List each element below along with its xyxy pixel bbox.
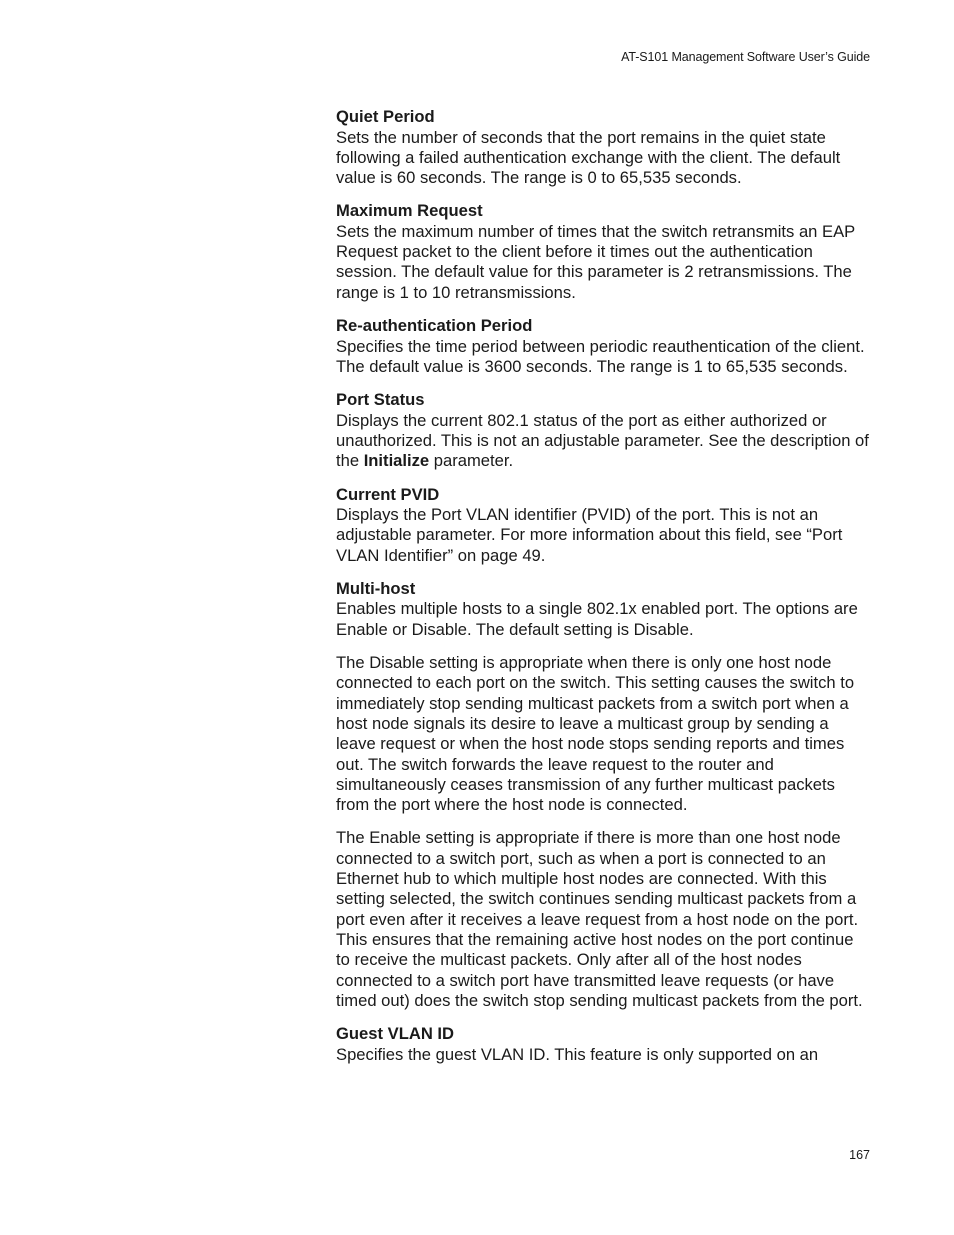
section-body: Sets the number of seconds that the port remains in the quiet state following a failed authentication exchange with the client. The default value is 60 seconds. The range is 0 to 65,535 seconds. [336, 127, 841, 188]
running-header: AT-S101 Management Software User’s Guide [621, 50, 870, 64]
section-reauthentication-period [336, 316, 871, 377]
section-heading: Port Status [336, 390, 425, 410]
section-multi-host [336, 579, 871, 640]
section-heading: Multi-host [336, 578, 416, 598]
section-body: Specifies the guest VLAN ID. This feature is only supported on an [336, 1044, 819, 1064]
section-body [336, 411, 871, 472]
page-content [336, 107, 871, 1078]
section-current-pvid [336, 485, 871, 566]
section-heading: Maximum Request [336, 201, 483, 221]
section-body: Displays the Port VLAN identifier (PVID) of the port. This is not an adjustable parameter. For more information about this field, see “Port VLAN Identifier” on page 49. [336, 505, 843, 565]
section-heading: Re-authentication Period [336, 316, 533, 336]
body-text: Displays the current 802.1 status of the port as either authorized or unauthorized. This is not an adjustable parameter. See the description of the [336, 410, 869, 471]
section-maximum-request [336, 201, 871, 303]
section-heading: Current PVID [336, 484, 440, 504]
section-port-status [336, 390, 871, 471]
section-body: Sets the maximum number of times that the switch retransmits an EAP Request packet to the client before it times out the authentication session. The default value for this parameter is 2 retransmissions. The range is 1 to 10 retransmissions. [336, 221, 855, 302]
paragraph-enable-setting: The Enable setting is appropriate if there is more than one host node connected to a switch port, such as when a port is connected to an Ethernet hub to which multiple host nodes are connected. With this setting selected, the switch continues sending multicast packets from a port even after it receives a leave request from a host node on the port. This ensures that the remaining active host nodes on the port continue to receive the multicast packets. Only after all of the host nodes connected to a switch port have transmitted leave requests (or have timed out) does the switch stop sending multicast packets from the port. [336, 828, 863, 1010]
section-heading: Guest VLAN ID [336, 1024, 455, 1044]
page-number: 167 [849, 1148, 870, 1162]
paragraph-disable-setting: The Disable setting is appropriate when there is only one host node connected to each port on the switch. This setting causes the switch to immediately stop sending multicast packets from a switch port when a host node signals its desire to leave a multicast group by sending a leave request or when the host node stops sending reports and times out. The switch forwards the leave request to the router and simultaneously ceases transmission of any further multicast packets from the port where the host node is connected. [336, 653, 855, 815]
parameter-name: Initialize [363, 451, 430, 471]
section-body: Specifies the time period between periodic reauthentication of the client. The default value is 3600 seconds. The range is 1 to 65,535 seconds. [336, 336, 865, 376]
section-guest-vlan-id [336, 1024, 871, 1065]
body-text: parameter. [429, 451, 514, 471]
section-heading: Quiet Period [336, 107, 435, 126]
section-body: Enables multiple hosts to a single 802.1x enabled port. The options are Enable or Disable. The default setting is Disable. [336, 599, 858, 639]
section-quiet-period [336, 107, 871, 188]
